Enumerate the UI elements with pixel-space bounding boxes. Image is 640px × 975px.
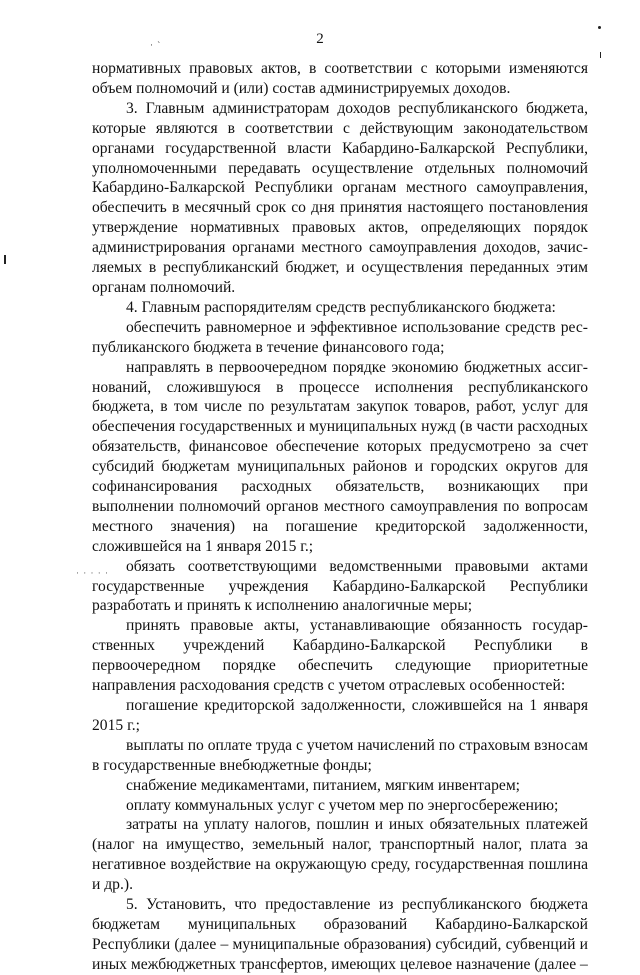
document-body: [92, 59, 588, 975]
paragraph-priority: оплату коммунальных услуг с учетом мер по энергосбережению;: [126, 796, 559, 814]
paragraph-subitem: направлять в первоочередном порядке экономию бюджетных ассигнований, сложившуюся в процессе исполнения республиканского бюджета, в том числе по результатам закупок товаров, работ, услуг для обеспечения государственных и муниципальных нужд (в части расходных обязательств, финансовое обеспечение которых предусмотрено за счет субсидий бюджетам муниципальных районов и городских округов для софинансирования расходных обязательств, возникающих при выполнении полномочий органов местного самоуправления по вопросам местного значения) на погашение кредиторской задолженности, сложившейся на 1 января 2015 г.;: [92, 358, 588, 555]
paragraph-item-3: 3. Главным администраторам доходов республиканского бюджета, которые являются в соответствии с действующим законодательством органами государственной власти Кабардино-Балкарской Республики, уполномоченными передавать осуществление отдельных полномочий Кабардино-Балкарской Республики органам местного самоуправления, обеспечить в месячный срок со дня принятия настоящего постановления утверждение нормативных правовых актов, определяющих порядок администрирования органами местного самоуправления доходов, зачисляемых в республиканский бюджет, и осуществления переданных этим органам полномочий.: [92, 99, 588, 296]
scan-speck: [598, 26, 601, 29]
scan-speck: · ˋ: [150, 40, 162, 50]
paragraph-priority: затраты на уплату налогов, пошлин и иных обязательных платежей (налог на имущество, земельный налог, транспортный налог, плата за негативное воздействие на окружающую среду, государственная пошлина и др.).: [92, 816, 588, 894]
paragraph-item-4: 4. Главным распорядителям средств республиканского бюджета:: [126, 298, 556, 316]
paragraph-priority: погашение кредиторской задолженности, сложившейся на 1 января 2015 г.;: [92, 697, 588, 734]
scan-speck: [4, 255, 6, 264]
scan-speck: [600, 52, 601, 58]
paragraph-subitem: обеспечить равномерное и эффективное использование средств республиканского бюджета в течение финансового года;: [92, 318, 588, 356]
paragraph-priority: выплаты по оплате труда с учетом начислений по страховым взносам в государственные внебюджетные фонды;: [92, 736, 588, 774]
paragraph-item-5: 5. Установить, что предоставление из республиканского бюджета бюджетам муниципальных образований Кабардино-Балкарской Республики (далее – муниципальные образования) субсидий, субвенций и иных межбюджетных трансфертов, имеющих целевое назначение (далее –: [92, 896, 588, 973]
paragraph-subitem: принять правовые акты, устанавливающие обязанность государственных учреждений Кабардино-Балкарской Республики в первоочередном порядке обеспечить следующие приоритетные направления расходования средств с учетом отраслевых особенностей:: [92, 617, 588, 695]
paragraph-subitem: обязать соответствующими ведомственными правовыми актами государственные учреждения Кабардино-Балкарской Республики разработать и принять к исполнению аналогичные меры;: [92, 557, 588, 615]
scan-speck: · · · · ·: [76, 568, 109, 578]
page-number: 2: [316, 31, 324, 47]
paragraph-continuation: нормативных правовых актов, в соответствии с которыми изменяются объем полномочий и (или) состав администрируемых доходов.: [92, 60, 588, 97]
paragraph-priority: снабжение медикаментами, питанием, мягким инвентарем;: [126, 776, 521, 794]
